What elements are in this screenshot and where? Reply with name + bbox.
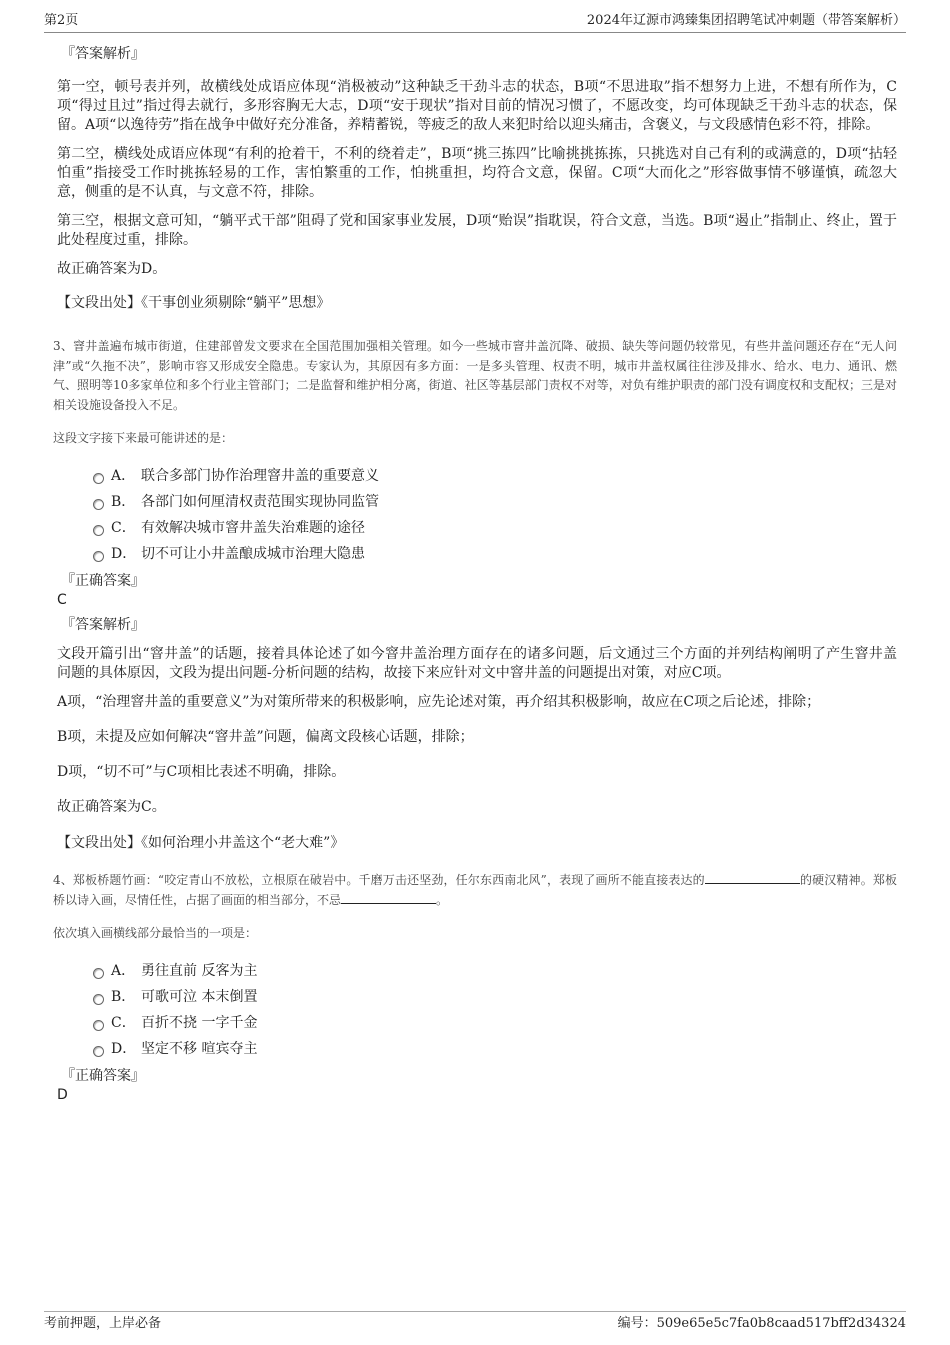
option-text: 勇往直前 反客为主 bbox=[141, 963, 258, 979]
option-text: 各部门如何厘清权责范围实现协同监管 bbox=[141, 494, 379, 510]
option-b[interactable] bbox=[53, 489, 897, 515]
footer-slogan: 考前押题，上岸必备 bbox=[44, 1316, 162, 1331]
correct-answer: C bbox=[57, 592, 67, 608]
question-prompt: 这段文字接下来最可能讲述的是： bbox=[53, 431, 234, 445]
analysis-paragraph: 第三空，根据文意可知，“躺平式干部”阻碍了党和国家事业发展，D项“贻误”指耽误，符合文意，当选。B项“遏止”指制止、终止，置于此处程度过重，排除。 bbox=[57, 213, 897, 248]
option-b[interactable] bbox=[53, 984, 897, 1010]
option-letter: A． bbox=[111, 468, 136, 484]
analysis-label: 『答案解析』 bbox=[61, 617, 145, 633]
page-header bbox=[44, 12, 906, 33]
analysis-label: 『答案解析』 bbox=[61, 46, 145, 62]
radio-button[interactable] bbox=[93, 525, 104, 536]
page-footer bbox=[44, 1311, 906, 1335]
fill-blank bbox=[341, 891, 436, 904]
question-prompt: 依次填入画横线部分最恰当的一项是： bbox=[53, 926, 258, 940]
answer-label: 『正确答案』 bbox=[61, 1068, 145, 1084]
analysis-conclusion: 故正确答案为D。 bbox=[57, 261, 167, 277]
option-letter: D． bbox=[111, 546, 137, 562]
document-title: 2024年辽源市鸿臻集团招聘笔试冲刺题（带答案解析） bbox=[586, 13, 906, 28]
option-d[interactable] bbox=[53, 1036, 897, 1062]
option-c[interactable] bbox=[53, 515, 897, 541]
radio-button[interactable] bbox=[93, 551, 104, 562]
analysis-paragraph: 文段开篇引出“窨井盖”的话题，接着具体论述了如今窨井盖治理方面存在的诸多问题，后文通过三个方面的并列结构阐明了产生窨井盖问题的具体原因，文段为提出问题-分析问题的结构，故接下来应针对文中窨井盖的问题提出对策，对应C项。 bbox=[57, 646, 897, 681]
option-text: 联合多部门协作治理窨井盖的重要意义 bbox=[141, 468, 379, 484]
question-3 bbox=[53, 337, 897, 853]
analysis-paragraph: D项，“切不可”与C项相比表述不明确，排除。 bbox=[57, 764, 346, 780]
radio-button[interactable] bbox=[93, 1020, 104, 1031]
radio-button[interactable] bbox=[93, 1046, 104, 1057]
analysis-paragraph: 第二空，横线处成语应体现“有利的抢着干，不利的绕着走”，B项“挑三拣四”比喻挑挑拣拣，只挑选对自己有利的或满意的，D项“拈轻怕重”指接受工作时挑拣轻易的工作，害怕繁重的工作，怕挑重担，均符合文意，保留。C项“大而化之”形容做事情不够谨慎，疏忽大意，侧重的是不认真，与文意不符，排除。 bbox=[57, 146, 897, 200]
option-c[interactable] bbox=[53, 1010, 897, 1036]
page-content bbox=[53, 44, 897, 1110]
option-text: 有效解决城市窨井盖失治难题的途径 bbox=[141, 520, 365, 536]
analysis-conclusion: 故正确答案为C。 bbox=[57, 799, 166, 815]
radio-button[interactable] bbox=[93, 968, 104, 979]
option-letter: B． bbox=[111, 494, 136, 510]
option-text: 坚定不移 喧宾夺主 bbox=[141, 1041, 258, 1057]
analysis-paragraph: A项，“治理窨井盖的重要意义”为对策所带来的积极影响，应先论述对策，再介绍其积极影响，故应在C项之后论述，排除； bbox=[57, 694, 821, 710]
analysis-paragraph: B项，未提及应如何解决“窨井盖”问题，偏离文段核心话题，排除； bbox=[57, 729, 474, 745]
radio-button[interactable] bbox=[93, 994, 104, 1005]
answer-label: 『正确答案』 bbox=[61, 573, 145, 589]
question-4 bbox=[53, 871, 897, 1104]
document-code: 编号：509e65e5c7fa0b8caad517bff2d34324 bbox=[617, 1316, 906, 1331]
passage-source: 【文段出处】《干事创业须剔除“躺平”思想》 bbox=[57, 295, 331, 311]
q2-analysis-section bbox=[57, 44, 897, 313]
option-a[interactable] bbox=[53, 958, 897, 984]
question-stem: 4、郑板桥题竹画：“咬定青山不放松，立根原在破岩中。千磨万击还坚劲，任尔东西南北风”，表现了画所不能直接表达的 的硬汉精神。郑板桥以诗入画，尽情任性，占据了画面的相当部分，不忌 。 bbox=[53, 873, 897, 907]
radio-button[interactable] bbox=[93, 499, 104, 510]
correct-answer: D bbox=[57, 1087, 68, 1103]
fill-blank bbox=[705, 871, 800, 884]
option-text: 切不可让小井盖酿成城市治理大隐患 bbox=[141, 546, 365, 562]
option-letter: D． bbox=[111, 1041, 137, 1057]
option-text: 可歌可泣 本末倒置 bbox=[141, 989, 258, 1005]
passage-source: 【文段出处】《如何治理小井盖这个“老大难”》 bbox=[57, 835, 345, 851]
option-list bbox=[53, 958, 897, 1062]
option-letter: A． bbox=[111, 963, 136, 979]
analysis-paragraph: 第一空，顿号表并列，故横线处成语应体现“消极被动”这种缺乏干劲斗志的状态，B项“不思进取”指不想努力上进，不想有所作为，C项“得过且过”指过得去就行，多形容胸无大志，D项“安于现状”指对目前的情况习惯了，不愿改变，均可体现缺乏干劲斗志的状态，保留。A项“以逸待劳”指在战争中做好充分准备，养精蓄锐，等疲乏的敌人来犯时给以迎头痛击，含褒义，与文段感情色彩不符，排除。 bbox=[57, 79, 897, 133]
page-number: 第2页 bbox=[44, 13, 79, 28]
option-letter: C． bbox=[111, 520, 136, 536]
option-text: 百折不挠 一字千金 bbox=[141, 1015, 258, 1031]
radio-button[interactable] bbox=[93, 473, 104, 484]
question-stem: 3、窨井盖遍布城市街道，住建部曾发文要求在全国范围加强相关管理。如今一些城市窨井盖沉降、破损、缺失等问题仍较常见，有些井盖问题还存在“无人问津”或“久拖不决”，影响市容又形成安全隐患。专家认为，其原因有多方面：一是多头管理、权责不明，城市井盖权属往往涉及排水、给水、电力、通讯、燃气、照明等10多家单位和多个行业主管部门；二是监督和维护相分离，街道、社区等基层部门责权不对等，对负有维护职责的部门没有调度权和支配权；三是对相关设施设备投入不足。 bbox=[53, 339, 897, 412]
option-a[interactable] bbox=[53, 463, 897, 489]
option-list bbox=[53, 463, 897, 567]
option-d[interactable] bbox=[53, 541, 897, 567]
option-letter: B． bbox=[111, 989, 136, 1005]
option-letter: C． bbox=[111, 1015, 136, 1031]
